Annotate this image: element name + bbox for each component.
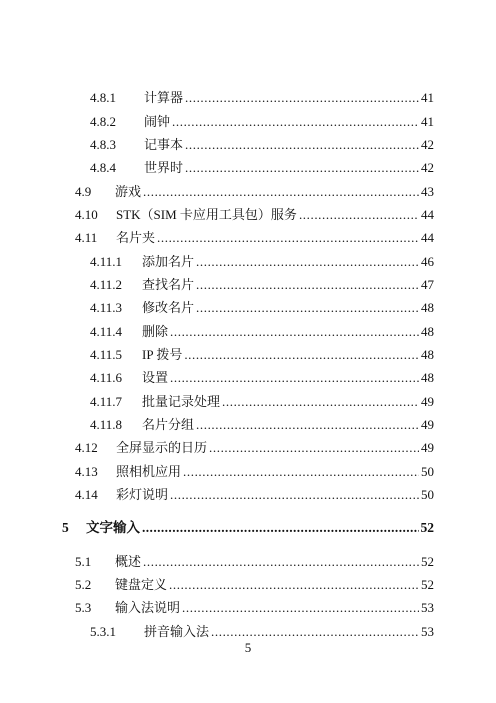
- toc-entry-title: 查找名片: [142, 276, 195, 292]
- toc-dot-leader: [211, 624, 419, 640]
- toc-entry-number: 4.13: [75, 463, 98, 479]
- toc-entry[interactable]: [62, 130, 434, 153]
- toc-entry[interactable]: [62, 293, 434, 316]
- toc-entry[interactable]: [62, 513, 434, 536]
- toc-dot-leader: [222, 394, 419, 410]
- toc-dot-leader: [143, 184, 419, 200]
- toc-dot-leader: [170, 487, 419, 503]
- toc-entry-title: 闹钟: [144, 113, 171, 129]
- toc-entry-page: 52: [421, 553, 434, 569]
- toc-entry-title: STK（SIM 卡应用工具包）服务: [116, 206, 297, 222]
- toc-dot-leader: [143, 554, 419, 570]
- toc-entry-number: 5.2: [75, 576, 92, 592]
- toc-dot-leader: [182, 600, 419, 616]
- section-gap: [62, 503, 434, 513]
- toc-entry-title: 概述: [115, 553, 142, 569]
- toc-entry-page: 52: [420, 520, 434, 536]
- toc-entry-number: 4.8.2: [90, 113, 116, 129]
- toc-dot-leader: [157, 230, 419, 246]
- toc-entry[interactable]: [62, 386, 434, 409]
- toc-entry-page: 42: [421, 136, 434, 152]
- toc-entry-title: 照相机应用: [116, 463, 182, 479]
- toc-entry-title: 计算器: [144, 90, 184, 106]
- toc-entry-page: 50: [421, 463, 434, 479]
- toc-dot-leader: [183, 464, 419, 480]
- toc-entry[interactable]: [62, 363, 434, 386]
- toc-entry-title: 世界时: [144, 160, 184, 176]
- toc-entry-page: 48: [421, 370, 434, 386]
- toc-dot-leader: [184, 347, 419, 363]
- toc-entry-page: 47: [421, 276, 434, 292]
- toc-dot-leader: [170, 324, 419, 340]
- toc-entry[interactable]: [62, 433, 434, 456]
- toc-dot-leader: [169, 577, 419, 593]
- toc-entry-page: 49: [421, 393, 434, 409]
- toc-entry-title: 名片夹: [116, 230, 156, 246]
- toc-entry-title: 全屏显示的日历: [116, 440, 208, 456]
- toc-dot-leader: [196, 417, 419, 433]
- toc-entry-number: 4.8.3: [90, 136, 116, 152]
- toc-entry[interactable]: [62, 153, 434, 176]
- toc-entry-number: 4.8.1: [90, 90, 116, 106]
- table-of-contents: [62, 83, 434, 640]
- toc-entry-number: 4.8.4: [90, 160, 116, 176]
- toc-dot-leader: [209, 440, 419, 456]
- toc-entry[interactable]: [62, 616, 434, 639]
- toc-entry-title: 键盘定义: [115, 576, 168, 592]
- toc-entry[interactable]: [62, 546, 434, 569]
- toc-entry-number: 5: [62, 520, 69, 536]
- toc-entry-page: 42: [421, 160, 434, 176]
- toc-entry-page: 46: [421, 253, 434, 269]
- toc-dot-leader: [185, 90, 419, 106]
- page-number: 5: [244, 640, 252, 655]
- toc-entry-number: 4.11.8: [90, 416, 123, 432]
- toc-entry-page: 43: [421, 183, 434, 199]
- toc-entry[interactable]: [62, 340, 434, 363]
- toc-dot-leader: [196, 277, 419, 293]
- toc-entry-title: 记事本: [144, 136, 184, 152]
- toc-entry-page: 53: [421, 600, 434, 616]
- toc-entry-title: 拼音输入法: [144, 623, 210, 639]
- toc-entry-number: 4.11.4: [90, 323, 123, 339]
- toc-entry-number: 4.11.1: [90, 253, 123, 269]
- toc-entry-number: 4.10: [75, 206, 98, 222]
- toc-dot-leader: [196, 254, 419, 270]
- toc-entry-title: 游戏: [115, 183, 142, 199]
- toc-entry-page: 44: [421, 206, 434, 222]
- toc-entry[interactable]: [62, 176, 434, 199]
- toc-entry-page: 48: [421, 323, 434, 339]
- toc-entry-page: 44: [421, 230, 434, 246]
- toc-entry-number: 4.11.6: [90, 370, 123, 386]
- toc-entry-page: 48: [421, 346, 434, 362]
- toc-entry[interactable]: [62, 270, 434, 293]
- toc-entry[interactable]: [62, 223, 434, 246]
- toc-entry[interactable]: [62, 456, 434, 479]
- toc-entry-title: 输入法说明: [115, 600, 181, 616]
- toc-entry-page: 41: [421, 113, 434, 129]
- toc-entry-title: 文字输入: [86, 520, 140, 536]
- toc-entry-title: 修改名片: [142, 300, 195, 316]
- section-gap: [62, 536, 434, 546]
- toc-entry-title: IP 拨号: [142, 346, 183, 362]
- toc-entry-page: 50: [421, 486, 434, 502]
- toc-entry[interactable]: [62, 480, 434, 503]
- toc-dot-leader: [196, 300, 419, 316]
- toc-entry-number: 4.14: [75, 486, 98, 502]
- toc-entry-number: 5.1: [75, 553, 92, 569]
- toc-entry-title: 批量记录处理: [142, 393, 221, 409]
- toc-entry-number: 4.11: [75, 230, 98, 246]
- toc-entry-page: 48: [421, 300, 434, 316]
- toc-entry-number: 4.9: [75, 183, 92, 199]
- toc-entry-page: 41: [421, 90, 434, 106]
- toc-entry[interactable]: [62, 200, 434, 223]
- toc-entry-page: 49: [421, 416, 434, 432]
- toc-entry[interactable]: [62, 593, 434, 616]
- toc-entry[interactable]: [62, 570, 434, 593]
- toc-dot-leader: [170, 370, 419, 386]
- toc-dot-leader: [185, 137, 419, 153]
- toc-entry-page: 53: [421, 623, 434, 639]
- toc-dot-leader: [172, 114, 419, 130]
- toc-entry[interactable]: [62, 83, 434, 106]
- toc-entry-number: 4.11.3: [90, 300, 123, 316]
- toc-entry-page: 52: [421, 576, 434, 592]
- toc-entry[interactable]: [62, 106, 434, 129]
- toc-entry-number: 5.3.1: [90, 623, 116, 639]
- toc-entry-title: 彩灯说明: [116, 486, 169, 502]
- toc-entry-title: 设置: [142, 370, 169, 386]
- toc-entry-number: 4.12: [75, 440, 98, 456]
- toc-entry-number: 4.11.2: [90, 276, 123, 292]
- toc-entry[interactable]: [62, 316, 434, 339]
- toc-entry-title: 删除: [142, 323, 169, 339]
- toc-dot-leader: [299, 207, 419, 223]
- toc-entry-number: 4.11.5: [90, 346, 123, 362]
- toc-entry-title: 添加名片: [142, 253, 195, 269]
- toc-entry-title: 名片分组: [142, 416, 195, 432]
- toc-entry-page: 49: [421, 440, 434, 456]
- toc-dot-leader: [142, 520, 419, 536]
- toc-entry-number: 4.11.7: [90, 393, 123, 409]
- toc-entry[interactable]: [62, 246, 434, 269]
- toc-entry[interactable]: [62, 410, 434, 433]
- toc-entry-number: 5.3: [75, 600, 92, 616]
- toc-dot-leader: [185, 160, 419, 176]
